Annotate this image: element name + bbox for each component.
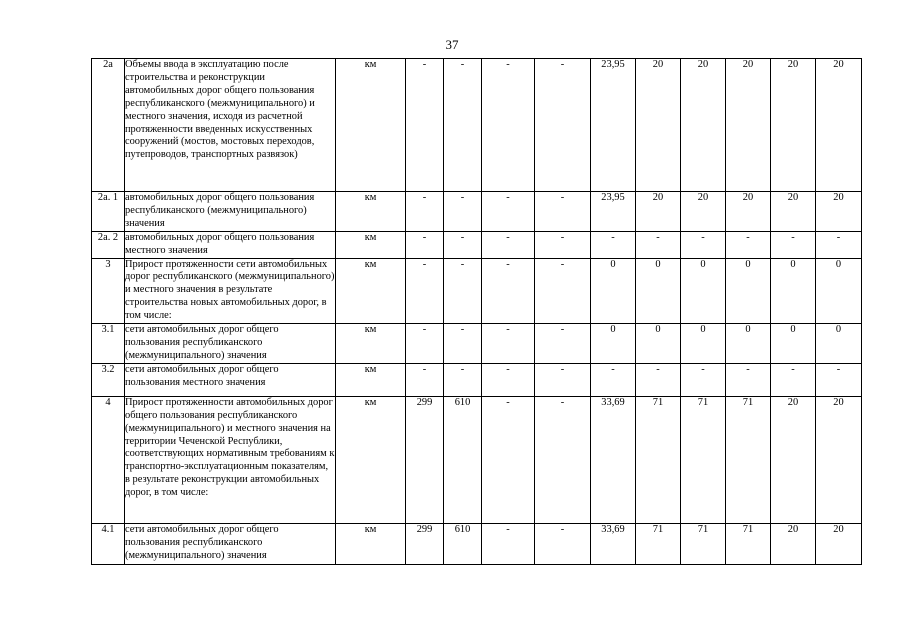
indicator-name: Прирост протяженности автомобильных дорог общего пользования республиканского (межмуниципального) и местного значения на территории Чеченской Республики, соответствующих нормативным требованиям к транспортно-эксплуатационным показателям, в результате реконструкции автомобильных дорог, в том числе: bbox=[125, 396, 336, 523]
value-cell: 0 bbox=[591, 324, 636, 364]
value-cell: - bbox=[636, 231, 681, 258]
page-number: 37 bbox=[445, 37, 459, 52]
unit-cell: км bbox=[336, 523, 406, 564]
value-cell: - bbox=[444, 324, 482, 364]
row-number: 2а. 2 bbox=[92, 231, 125, 258]
value-cell: 299 bbox=[406, 396, 444, 523]
value-cell: - bbox=[726, 231, 771, 258]
row-number: 2а. 1 bbox=[92, 192, 125, 232]
value-cell: 33,69 bbox=[591, 523, 636, 564]
value-cell: 0 bbox=[726, 258, 771, 324]
table-row bbox=[92, 192, 862, 232]
value-cell: - bbox=[482, 59, 535, 192]
indicator-name: Прирост протяженности сети автомобильных дорог республиканского (межмуниципального) и местного значения в результате строительства новых автомобильных дорог, в том числе: bbox=[125, 258, 336, 324]
value-cell: - bbox=[444, 231, 482, 258]
value-cell: 0 bbox=[726, 324, 771, 364]
value-cell: - bbox=[535, 523, 591, 564]
value-cell: 610 bbox=[444, 523, 482, 564]
table-row bbox=[92, 258, 862, 324]
value-cell: - bbox=[444, 192, 482, 232]
row-number: 4 bbox=[92, 396, 125, 523]
value-cell: - bbox=[406, 231, 444, 258]
value-cell: 71 bbox=[636, 396, 681, 523]
value-cell: - bbox=[406, 324, 444, 364]
value-cell: - bbox=[406, 258, 444, 324]
value-cell: 0 bbox=[681, 258, 726, 324]
table-row bbox=[92, 363, 862, 396]
value-cell: - bbox=[444, 59, 482, 192]
value-cell: 0 bbox=[681, 324, 726, 364]
indicator-name: сети автомобильных дорог общего пользования республиканского (межмуниципального) значения bbox=[125, 324, 336, 364]
unit-cell: км bbox=[336, 231, 406, 258]
value-cell: - bbox=[406, 192, 444, 232]
value-cell: - bbox=[535, 59, 591, 192]
value-cell: 71 bbox=[726, 523, 771, 564]
value-cell: - bbox=[726, 363, 771, 396]
row-number: 2а bbox=[92, 59, 125, 192]
value-cell: 71 bbox=[726, 396, 771, 523]
value-cell: 71 bbox=[636, 523, 681, 564]
value-cell: - bbox=[482, 258, 535, 324]
value-cell: - bbox=[591, 363, 636, 396]
value-cell: 20 bbox=[726, 192, 771, 232]
unit-cell: км bbox=[336, 258, 406, 324]
value-cell: - bbox=[535, 396, 591, 523]
value-cell: 20 bbox=[771, 523, 816, 564]
value-cell: - bbox=[535, 363, 591, 396]
row-number: 3 bbox=[92, 258, 125, 324]
value-cell: 20 bbox=[816, 396, 862, 523]
table-row bbox=[92, 523, 862, 564]
value-cell: - bbox=[482, 192, 535, 232]
value-cell: 23,95 bbox=[591, 59, 636, 192]
table-row bbox=[92, 231, 862, 258]
value-cell: - bbox=[482, 324, 535, 364]
indicator-name: сети автомобильных дорог общего пользования республиканского (межмуниципального) значения bbox=[125, 523, 336, 564]
value-cell: - bbox=[406, 59, 444, 192]
value-cell: - bbox=[681, 363, 726, 396]
value-cell: - bbox=[535, 231, 591, 258]
value-cell: 71 bbox=[681, 396, 726, 523]
row-number: 4.1 bbox=[92, 523, 125, 564]
indicator-name: сети автомобильных дорог общего пользования местного значения bbox=[125, 363, 336, 396]
value-cell: 0 bbox=[771, 324, 816, 364]
value-cell: - bbox=[591, 231, 636, 258]
value-cell: - bbox=[482, 231, 535, 258]
value-cell: 0 bbox=[591, 258, 636, 324]
value-cell: 0 bbox=[816, 258, 862, 324]
row-number: 3.2 bbox=[92, 363, 125, 396]
row-number: 3.1 bbox=[92, 324, 125, 364]
value-cell: 20 bbox=[771, 192, 816, 232]
value-cell: 71 bbox=[681, 523, 726, 564]
unit-cell: км bbox=[336, 192, 406, 232]
value-cell: - bbox=[482, 363, 535, 396]
unit-cell: км bbox=[336, 396, 406, 523]
indicator-name: Объемы ввода в эксплуатацию после строительства и реконструкции автомобильных дорог общего пользования республиканского (межмуниципального) и местного значения, исходя из расчетной протяженности введенных искусственных сооружений (мостов, мостовых переходов, путепроводов, транспортных развязок) bbox=[125, 59, 336, 192]
value-cell: 20 bbox=[816, 523, 862, 564]
value-cell: - bbox=[444, 258, 482, 324]
table-row bbox=[92, 324, 862, 364]
value-cell: 20 bbox=[771, 59, 816, 192]
value-cell: 20 bbox=[636, 192, 681, 232]
unit-cell: км bbox=[336, 59, 406, 192]
value-cell: - bbox=[444, 363, 482, 396]
value-cell: 0 bbox=[636, 258, 681, 324]
indicators-table bbox=[91, 58, 862, 565]
value-cell: 20 bbox=[636, 59, 681, 192]
value-cell: - bbox=[681, 231, 726, 258]
value-cell: - bbox=[482, 396, 535, 523]
indicator-name: автомобильных дорог общего пользования республиканского (межмуниципального) значения bbox=[125, 192, 336, 232]
value-cell: 20 bbox=[681, 192, 726, 232]
value-cell: 0 bbox=[816, 324, 862, 364]
value-cell: 23,95 bbox=[591, 192, 636, 232]
value-cell: 20 bbox=[816, 59, 862, 192]
table-row bbox=[92, 396, 862, 523]
value-cell: - bbox=[406, 363, 444, 396]
value-cell: - bbox=[636, 363, 681, 396]
value-cell: 33,69 bbox=[591, 396, 636, 523]
unit-cell: км bbox=[336, 363, 406, 396]
indicator-name: автомобильных дорог общего пользования местного значения bbox=[125, 231, 336, 258]
value-cell: - bbox=[771, 231, 816, 258]
value-cell: 299 bbox=[406, 523, 444, 564]
value-cell: 20 bbox=[816, 192, 862, 232]
value-cell: 610 bbox=[444, 396, 482, 523]
value-cell: - bbox=[816, 363, 862, 396]
value-cell: 20 bbox=[771, 396, 816, 523]
value-cell: 0 bbox=[771, 258, 816, 324]
unit-cell: км bbox=[336, 324, 406, 364]
value-cell: - bbox=[816, 231, 862, 258]
value-cell: 20 bbox=[726, 59, 771, 192]
value-cell: - bbox=[535, 258, 591, 324]
value-cell: - bbox=[535, 192, 591, 232]
value-cell: - bbox=[535, 324, 591, 364]
value-cell: 0 bbox=[636, 324, 681, 364]
table-row bbox=[92, 59, 862, 192]
value-cell: 20 bbox=[681, 59, 726, 192]
value-cell: - bbox=[482, 523, 535, 564]
value-cell: - bbox=[771, 363, 816, 396]
